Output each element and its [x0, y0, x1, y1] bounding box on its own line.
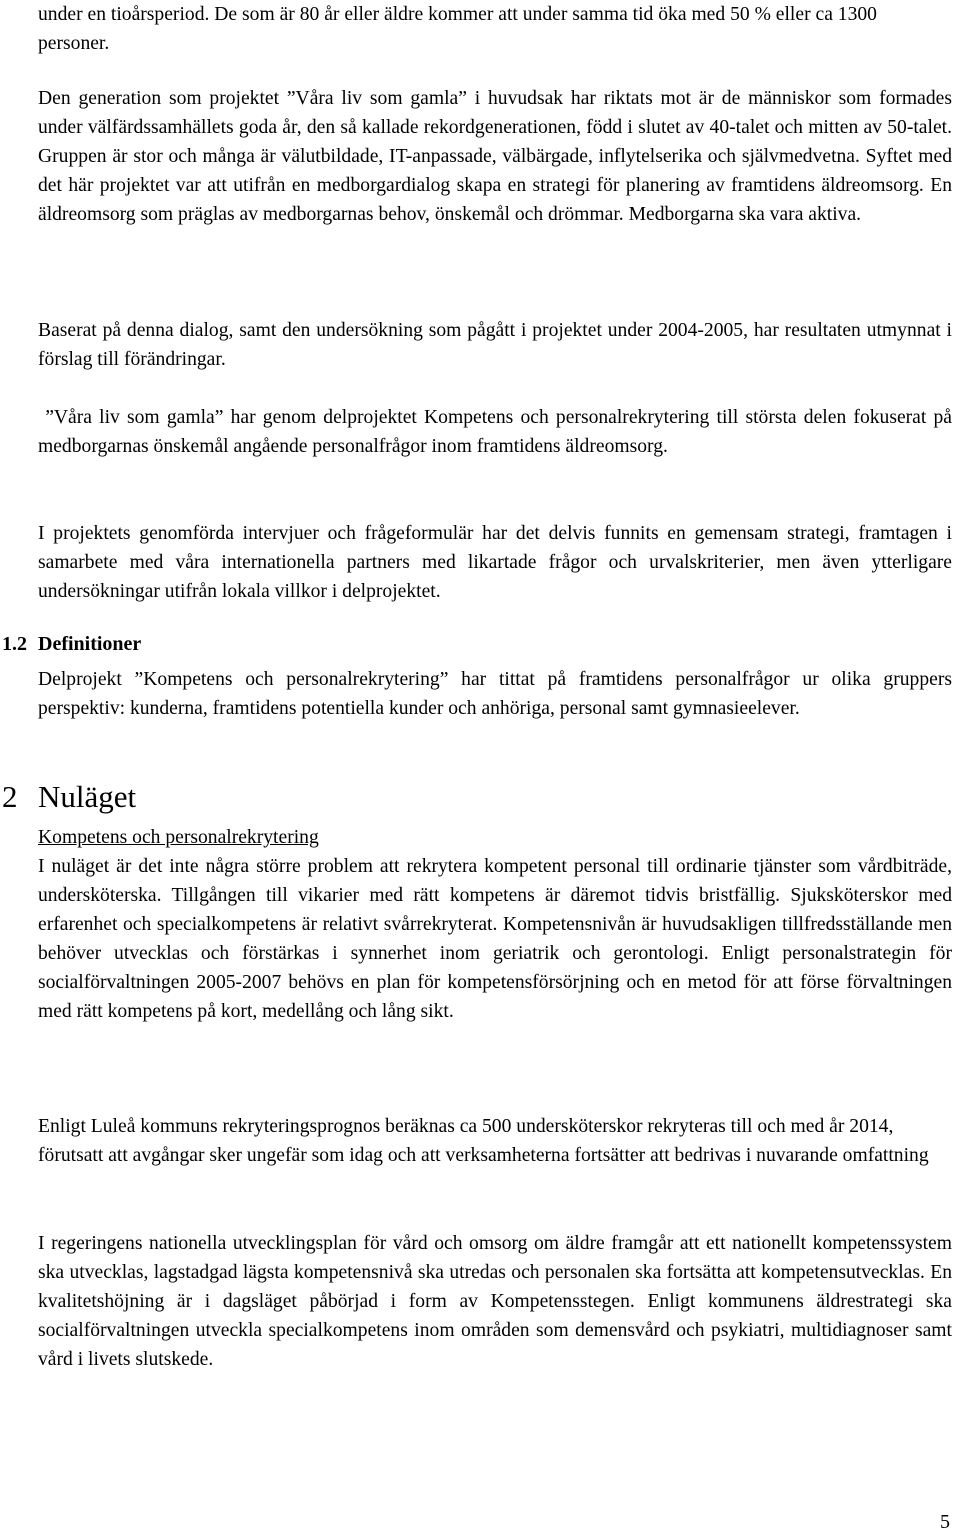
paragraph-definitioner: Delprojekt ”Kompetens och personalrekrytering” har tittat på framtidens personalfrågor ur olika gruppers perspektiv: kunderna, framtidens potentiella kunder och anhöriga, personal samt gymnasieelever. [38, 669, 952, 719]
page-number: 5 [940, 1511, 950, 1533]
paragraph-vara-liv: ”Våra liv som gamla” har genom delprojektet Kompetens och personalrekrytering till största delen fokuserat på medborgarnas önskemål angående personalfrågor inom framtidens äldreomsorg. [38, 407, 957, 457]
paragraph-generation: Den generation som projektet ”Våra liv som gamla” i huvudsak har riktats mot är de människor som formades under välfärdssamhällets goda år, den så kallade rekordgenerationen, född i slutet av 40-talet och mitten av 50-talet. Gruppen är stor och många är välutbildade, IT-anpassade, välbärgade, inflytelserika och självmedvetna. Syftet med det här projektet var att utifrån en medborgardialog skapa en strategi för planering av framtidens äldreomsorg. En äldreomsorg som präglas av medborgarnas behov, önskemål och drömmar. Medborgarna ska vara aktiva. [38, 88, 952, 225]
section-title: Definitioner [38, 633, 142, 655]
section-heading-nulaget [2, 777, 136, 817]
paragraph-nulaget-1: I nuläget är det inte några större problem att rekrytera kompetent personal till ordinarie tjänster som vårdbiträde, undersköterska. Tillgången till vikarier med rätt kompetens är däremot tidvis bristfällig. Sjuksköterskor med erfarenhet och specialkompetens är relativt svårrekryterat. Kompetensnivån är huvudsakligen tillfredsställande men behöver utvecklas och förstärkas i synnerhet inom geriatrik och gerontologi. Enligt personalstrategin för socialförvaltningen 2005-2007 behövs en plan för kompetensförsörjning och en metod för att förse förvaltningen med rätt kompetens på kort, medellång och lång sikt. [38, 856, 952, 1022]
section-number: 2 [2, 779, 18, 814]
section-number: 1.2 [2, 633, 27, 655]
paragraph-nulaget-2: Enligt Luleå kommuns rekryteringsprognos beräknas ca 500 undersköterskor rekryteras till och med år 2014, förutsatt att avgångar sker ungefär som idag och att verksamheterna fortsätter att bedrivas i nuvarande omfattning [38, 1116, 929, 1166]
paragraph-interviews: I projektets genomförda intervjuer och frågeformulär har det delvis funnits en gemensam strategi, framtagen i samarbete med våra internationella partners med likartade frågor och urvalskriterier, men även ytterligare undersökningar utifrån lokala villkor i delprojektet. [38, 523, 952, 602]
section-title: Nuläget [38, 779, 137, 814]
subheading-kompetens: Kompetens och personalrekrytering [38, 827, 319, 848]
paragraph-dialog-result: Baserat på denna dialog, samt den undersökning som pågått i projektet under 2004-2005, har resultaten utmynnat i förslag till förändringar. [38, 320, 952, 370]
section-heading-definitioner [2, 629, 141, 659]
paragraph-intro-continuation: under en tioårsperiod. De som är 80 år eller äldre kommer att under samma tid öka med 50 % eller ca 1300 personer. [38, 4, 877, 54]
paragraph-nulaget-3: I regeringens nationella utvecklingsplan för vård och omsorg om äldre framgår att ett nationellt kompetenssystem ska utvecklas, lagstadgad lägsta kompetensnivå ska utredas och personalen ska fortsätta att kompetensutvecklas. En kvalitetshöjning är i dagsläget påbörjad i form av Kompetensstegen. Enligt kommunens äldrestrategi ska socialförvaltningen utveckla specialkompetens inom områden som demensvård och psykiatri, multidiagnoser samt vård i livets slutskede. [38, 1233, 952, 1370]
